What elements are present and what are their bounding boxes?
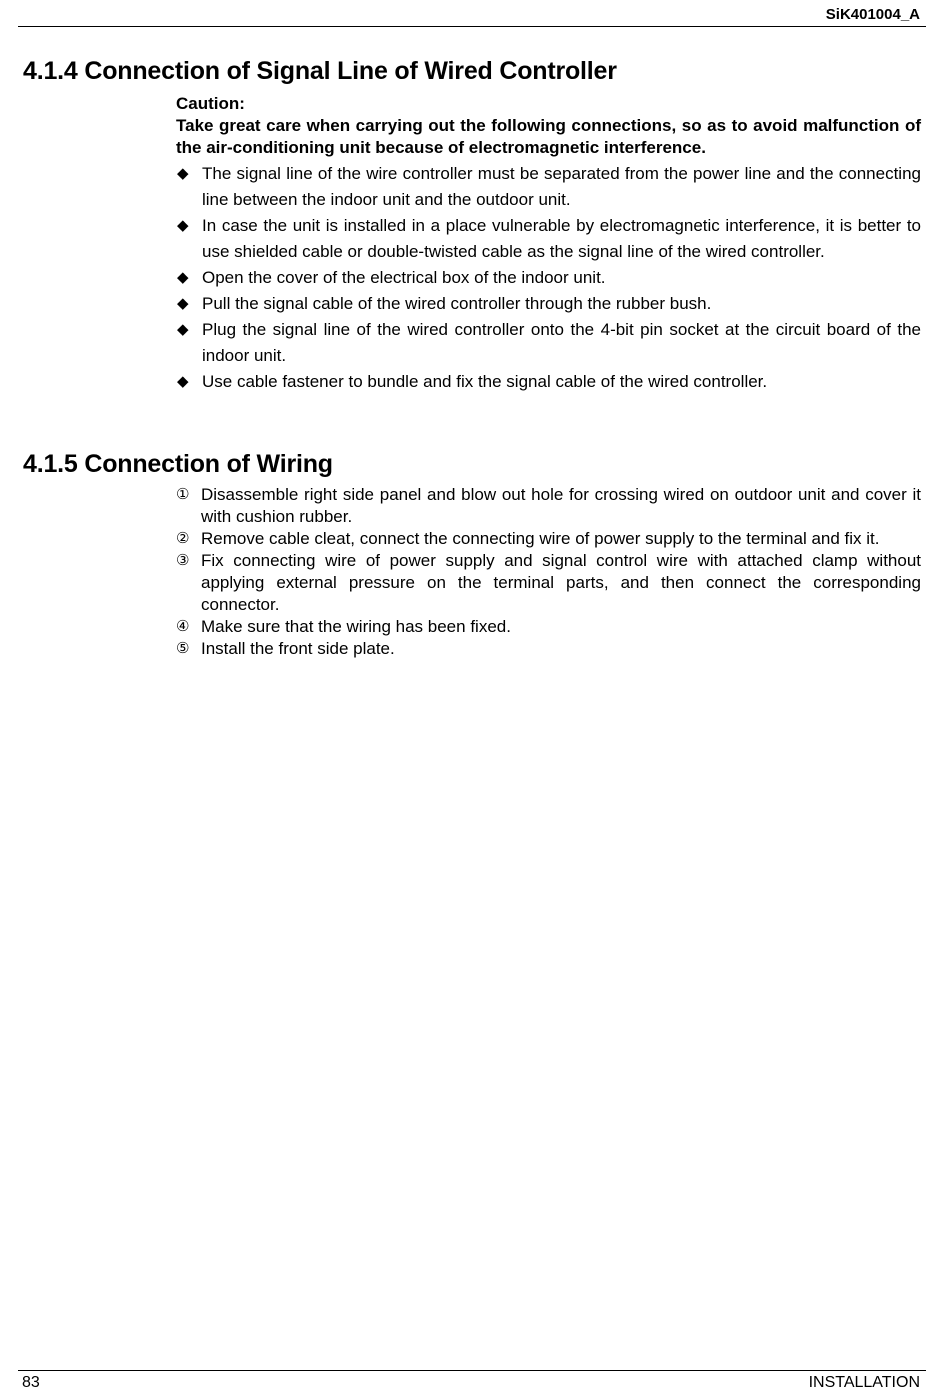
list-item	[176, 317, 921, 369]
list-item-text: Plug the signal line of the wired controller onto the 4-bit pin socket at the circuit board of the indoor unit.	[202, 320, 921, 365]
header-rule	[18, 26, 926, 27]
caution-text: Take great care when carrying out the following connections, so as to avoid malfunction of the air-conditioning unit because of electromagnetic interference.	[176, 116, 921, 157]
diamond-bullet-icon: ◆	[177, 269, 189, 286]
step-item	[176, 550, 921, 616]
step-number: ④	[176, 618, 190, 635]
list-item-text: In case the unit is installed in a place vulnerable by electromagnetic interference, it is better to use shielded cable or double-twisted cable as the signal line of the wired controller.	[202, 216, 921, 261]
bullet-list	[176, 161, 921, 395]
list-item	[176, 291, 921, 317]
section-title-4-1-5: 4.1.5 Connection of Wiring	[23, 450, 333, 478]
list-item-text: The signal line of the wire controller must be separated from the power line and the connecting line between the indoor unit and the outdoor unit.	[202, 164, 921, 209]
footer-section-name: INSTALLATION	[808, 1374, 920, 1391]
caution-block	[176, 93, 921, 159]
page-number: 83	[22, 1374, 40, 1391]
step-number: ③	[176, 552, 190, 569]
list-item	[176, 369, 921, 395]
document-code: SiK401004_A	[825, 6, 920, 23]
diamond-bullet-icon: ◆	[177, 217, 189, 234]
step-item	[176, 616, 921, 638]
step-item	[176, 638, 921, 660]
step-text: Remove cable cleat, connect the connecting wire of power supply to the terminal and fix it.	[201, 529, 880, 548]
footer-rule	[18, 1370, 926, 1371]
list-item	[176, 213, 921, 265]
list-item	[176, 161, 921, 213]
caution-title: Caution:	[176, 94, 245, 113]
step-item	[176, 484, 921, 528]
diamond-bullet-icon: ◆	[177, 321, 189, 338]
step-number: ⑤	[176, 640, 190, 657]
section-title-4-1-4: 4.1.4 Connection of Signal Line of Wired Controller	[23, 57, 617, 85]
list-item-text: Open the cover of the electrical box of the indoor unit.	[202, 268, 606, 287]
step-text: Install the front side plate.	[201, 639, 395, 658]
step-item	[176, 528, 921, 550]
step-number: ①	[176, 486, 190, 503]
list-item	[176, 265, 921, 291]
list-item-text: Pull the signal cable of the wired controller through the rubber bush.	[202, 294, 712, 313]
numbered-step-list	[176, 484, 921, 660]
diamond-bullet-icon: ◆	[177, 295, 189, 312]
step-text: Fix connecting wire of power supply and signal control wire with attached clamp without applying external pressure on the terminal parts, and then connect the corresponding connector.	[201, 551, 921, 614]
step-number: ②	[176, 530, 190, 547]
list-item-text: Use cable fastener to bundle and fix the signal cable of the wired controller.	[202, 372, 768, 391]
step-text: Disassemble right side panel and blow out hole for crossing wired on outdoor unit and cover it with cushion rubber.	[201, 485, 921, 526]
diamond-bullet-icon: ◆	[177, 165, 189, 182]
step-text: Make sure that the wiring has been fixed.	[201, 617, 511, 636]
diamond-bullet-icon: ◆	[177, 373, 189, 390]
